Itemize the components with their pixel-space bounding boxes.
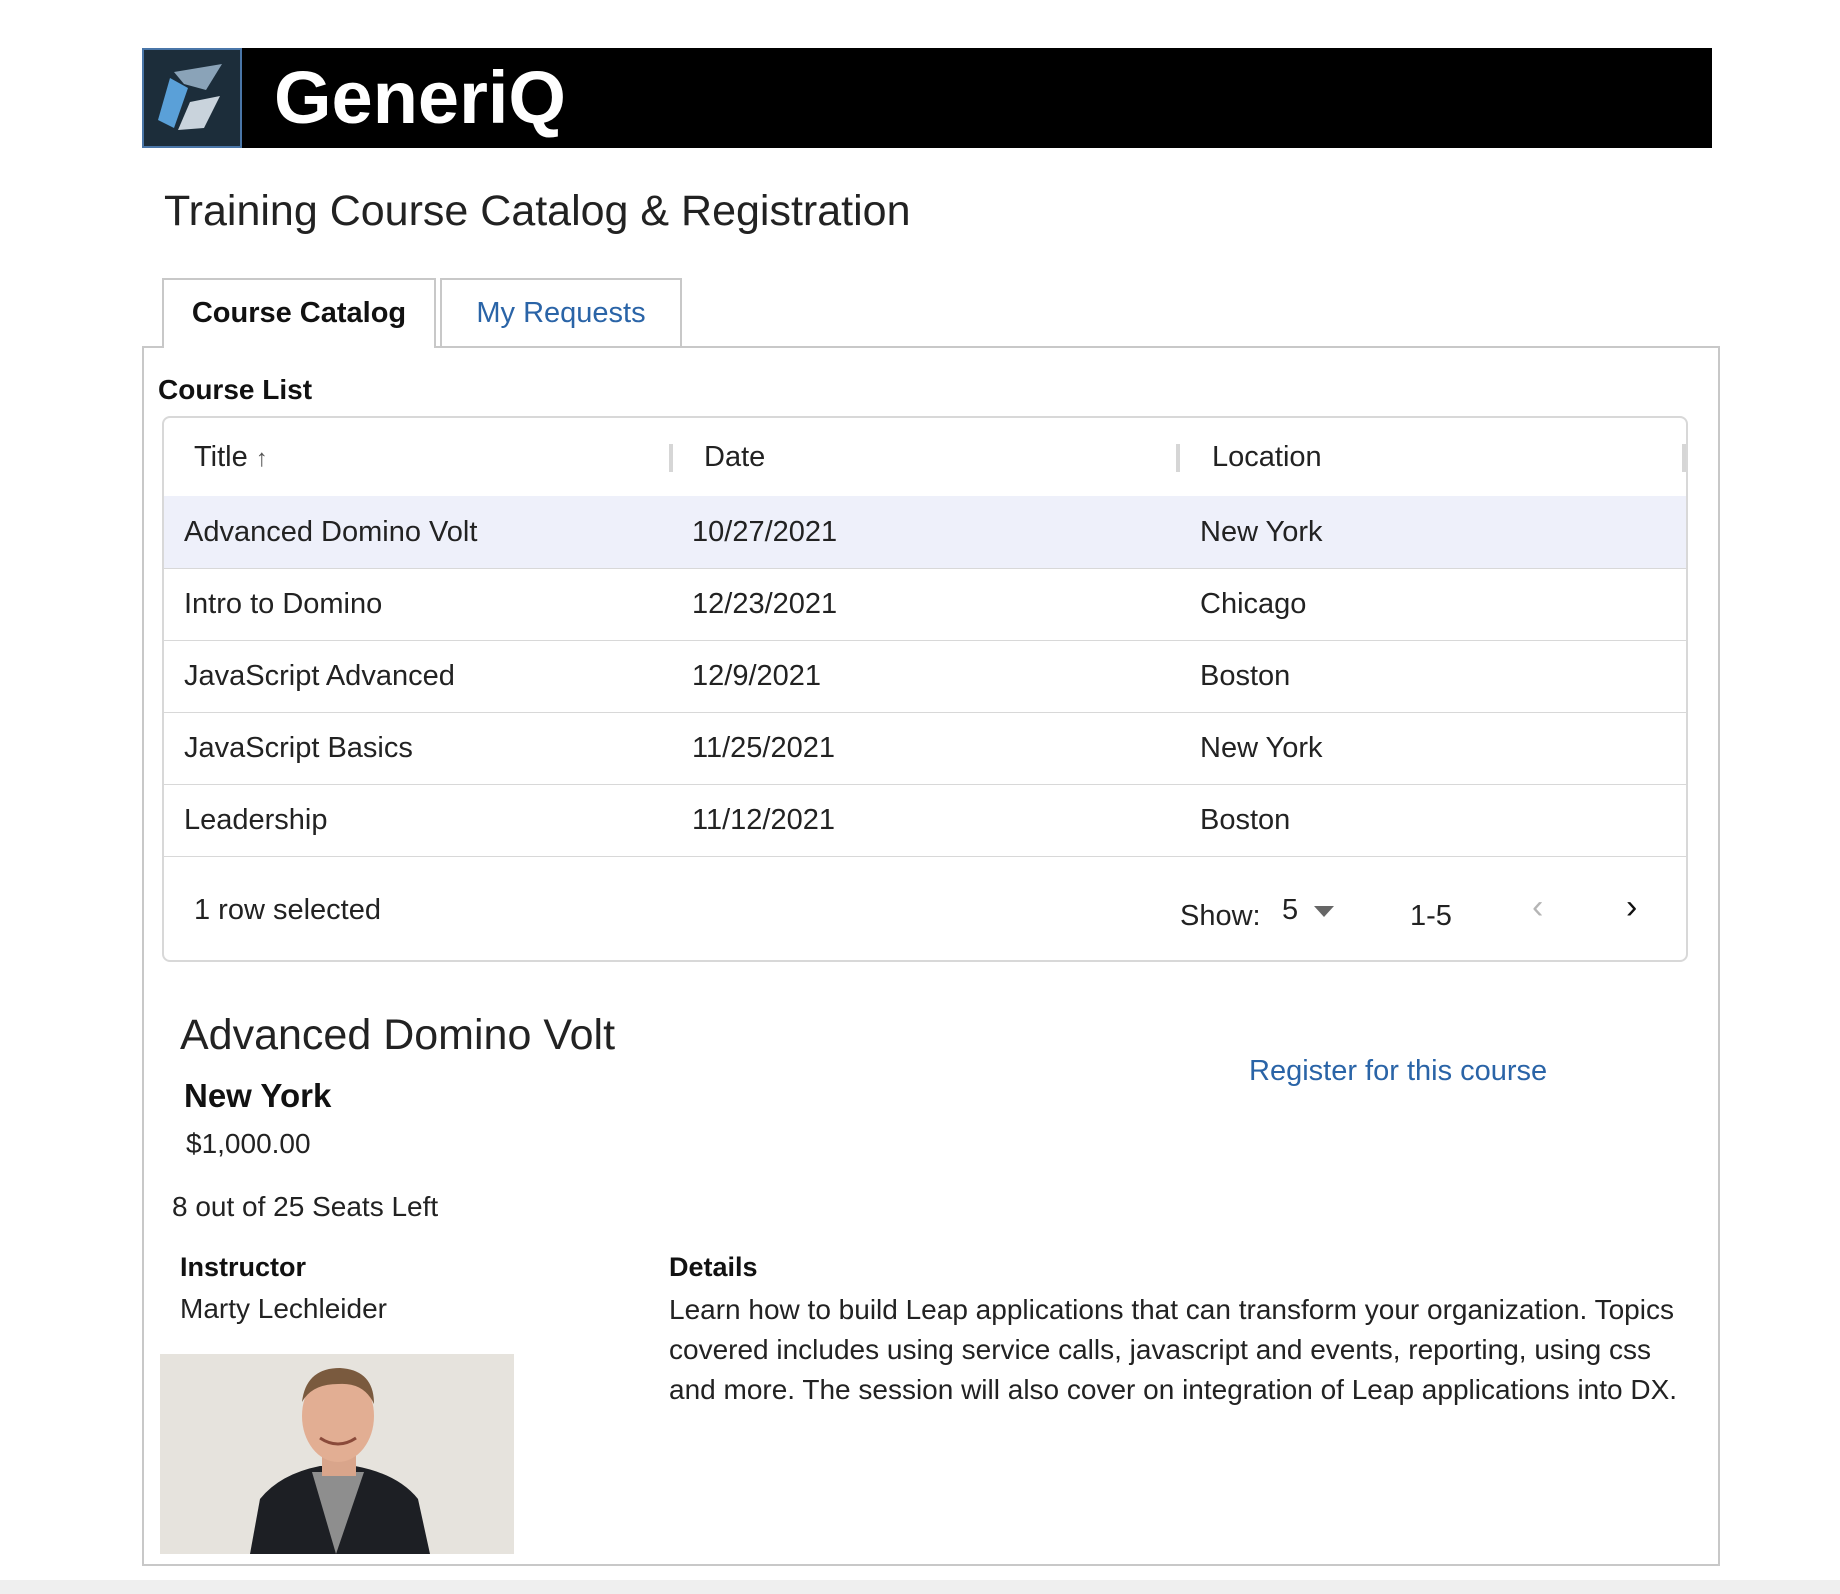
tab-course-catalog[interactable]: Course Catalog (162, 278, 436, 348)
page-size-select[interactable] (1282, 894, 1334, 927)
cell-location: Boston (1200, 804, 1291, 836)
table-row[interactable] (164, 496, 1686, 569)
register-link[interactable]: Register for this course (1249, 1055, 1548, 1087)
cell-date: 11/12/2021 (692, 804, 835, 836)
instructor-label: Instructor (180, 1252, 307, 1282)
table-row[interactable] (164, 784, 1686, 857)
cell-title: JavaScript Basics (184, 732, 413, 764)
column-header-date[interactable]: Date (704, 441, 766, 473)
grid-header (164, 418, 1686, 497)
course-detail-price: $1,000.00 (186, 1128, 311, 1159)
course-detail-location: New York (184, 1077, 332, 1114)
table-row[interactable] (164, 640, 1686, 713)
cell-location: New York (1200, 516, 1323, 548)
arrow-up-icon: ↑ (255, 445, 268, 472)
page-range: 1-5 (1410, 900, 1452, 932)
cell-date: 12/23/2021 (692, 588, 838, 620)
tab-my-requests[interactable]: My Requests (440, 278, 682, 346)
course-list-label: Course List (158, 374, 313, 405)
selection-count: 1 row selected (194, 894, 381, 926)
cell-title: JavaScript Advanced (184, 660, 455, 692)
course-grid (162, 416, 1688, 962)
cell-title: Intro to Domino (184, 588, 383, 620)
page-title: Training Course Catalog & Registration (164, 187, 911, 235)
instructor-name: Marty Lechleider (180, 1293, 387, 1324)
instructor-photo (160, 1354, 514, 1554)
table-row[interactable] (164, 712, 1686, 785)
cell-location: Boston (1200, 660, 1291, 692)
column-resize-handle[interactable] (669, 444, 673, 472)
course-detail-seats: 8 out of 25 Seats Left (172, 1191, 439, 1222)
cell-title: Advanced Domino Volt (184, 516, 478, 548)
chevron-right-icon[interactable]: › (1626, 888, 1638, 926)
column-header-location[interactable]: Location (1212, 441, 1322, 473)
details-text: Learn how to build Leap applications that can transform your organization. Topics covered includes using service calls, javascript and events, reporting, using css and more. The session will also cover on integration of Leap applications into DX. (669, 1294, 1678, 1405)
window-bottom-edge (0, 1580, 1840, 1594)
details-label: Details (669, 1252, 758, 1282)
column-header-title[interactable] (194, 418, 268, 496)
cell-location: New York (1200, 732, 1323, 764)
table-row[interactable] (164, 568, 1686, 641)
column-title-label: Title (194, 441, 248, 473)
cell-location: Chicago (1200, 588, 1307, 620)
page-size-label: Show: (1180, 900, 1261, 932)
chevron-left-icon[interactable]: ‹ (1532, 888, 1544, 926)
cell-date: 12/9/2021 (692, 660, 822, 692)
column-resize-handle[interactable] (1176, 444, 1180, 472)
course-detail-title: Advanced Domino Volt (180, 1011, 616, 1059)
grid-footer (164, 858, 1686, 962)
cell-title: Leadership (184, 804, 328, 836)
brand-name: GeneriQ (274, 56, 566, 139)
cell-date: 10/27/2021 (692, 516, 838, 548)
column-resize-handle[interactable] (1682, 444, 1686, 472)
cell-date: 11/25/2021 (692, 732, 835, 764)
generiq-logo-icon (142, 48, 242, 148)
caret-down-icon (1314, 906, 1334, 917)
page-size-value: 5 (1282, 894, 1299, 926)
